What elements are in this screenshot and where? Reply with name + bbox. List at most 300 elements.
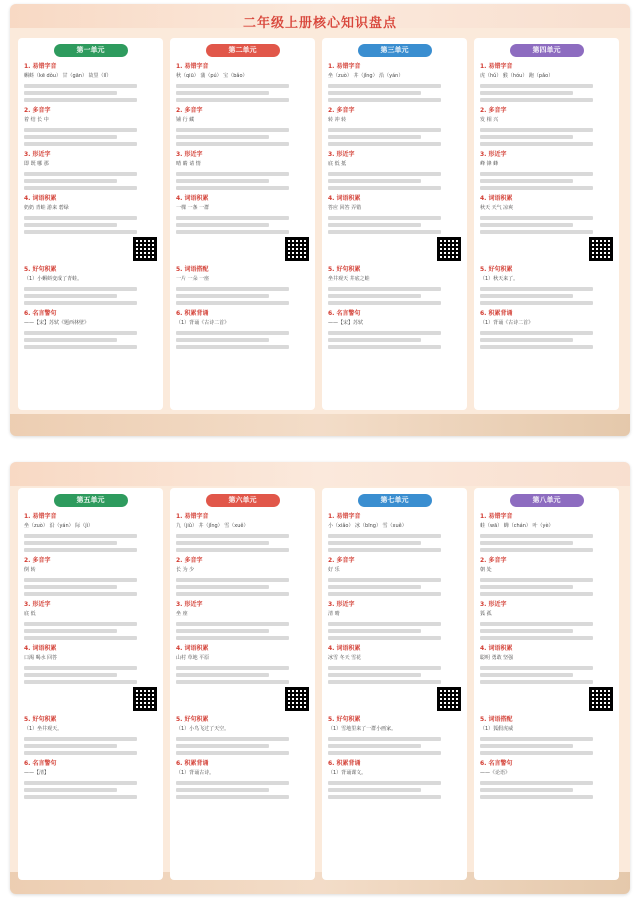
text-line-placeholder bbox=[176, 301, 289, 305]
unit-column bbox=[18, 38, 163, 410]
section-title: 5. 好句积累 bbox=[480, 266, 513, 273]
text-line-placeholder bbox=[176, 287, 289, 291]
text-line-placeholder bbox=[480, 142, 593, 146]
text-line-placeholder bbox=[24, 128, 137, 132]
text-line-placeholder bbox=[480, 548, 593, 552]
text-line-placeholder bbox=[176, 172, 289, 176]
section-title: 4. 词语积累 bbox=[480, 645, 513, 652]
section-text: （1）狐假虎威 bbox=[480, 726, 514, 732]
text-line-placeholder bbox=[24, 636, 137, 640]
text-line-placeholder bbox=[480, 179, 573, 183]
text-line-placeholder bbox=[24, 781, 137, 785]
qr-code-icon bbox=[133, 687, 157, 711]
section-text: （1）背诵《古诗二首》 bbox=[176, 320, 230, 326]
unit-header: 第四单元 bbox=[510, 44, 584, 57]
text-line-placeholder bbox=[328, 737, 441, 741]
text-line-placeholder bbox=[480, 294, 573, 298]
section-title: 2. 多音字 bbox=[176, 107, 203, 114]
text-line-placeholder bbox=[328, 585, 421, 589]
text-line-placeholder bbox=[176, 91, 269, 95]
text-line-placeholder bbox=[480, 795, 593, 799]
sheet-title: 二年级上册核心知识盘点 bbox=[242, 16, 397, 31]
section-title: 2. 多音字 bbox=[176, 557, 203, 564]
text-line-placeholder bbox=[328, 142, 441, 146]
section-title: 4. 词语积累 bbox=[24, 195, 57, 202]
text-line-placeholder bbox=[24, 795, 137, 799]
section bbox=[480, 61, 613, 102]
section bbox=[176, 193, 309, 261]
section bbox=[176, 511, 309, 552]
section-text: 即 既 哪 那 bbox=[24, 161, 49, 167]
section-text: 秋天 天气 凉爽 bbox=[480, 205, 514, 211]
section bbox=[480, 555, 613, 596]
text-line-placeholder bbox=[24, 534, 137, 538]
section bbox=[328, 643, 461, 711]
unit-header: 第八单元 bbox=[510, 494, 584, 507]
text-line-placeholder bbox=[24, 744, 117, 748]
text-line-placeholder bbox=[328, 216, 441, 220]
section-text: 冰雪 冬天 雪花 bbox=[328, 655, 362, 661]
section-text: 长 为 少 bbox=[176, 567, 195, 573]
grass-decoration bbox=[10, 414, 630, 436]
section-text: 坐 座 bbox=[176, 611, 188, 617]
text-line-placeholder bbox=[176, 98, 289, 102]
section-text: 蝌蚪（kē dǒu） 甘（gān） 故里（lǐ） bbox=[24, 73, 112, 79]
section bbox=[24, 714, 157, 755]
top-header-decoration bbox=[10, 462, 630, 486]
section-title: 5. 词语搭配 bbox=[480, 716, 513, 723]
section-text: （1）秋天来了。 bbox=[480, 276, 519, 282]
section bbox=[328, 149, 461, 190]
qr-code-icon bbox=[133, 237, 157, 261]
section-title: 3. 形近字 bbox=[24, 601, 51, 608]
section-title: 5. 好句积累 bbox=[24, 716, 57, 723]
section bbox=[24, 643, 157, 711]
section bbox=[328, 599, 461, 640]
text-line-placeholder bbox=[328, 541, 421, 545]
text-line-placeholder bbox=[480, 585, 573, 589]
section-title: 4. 词语积累 bbox=[176, 645, 209, 652]
text-line-placeholder bbox=[24, 345, 137, 349]
section bbox=[328, 555, 461, 596]
section-title: 6. 积累背诵 bbox=[328, 760, 361, 767]
text-line-placeholder bbox=[480, 186, 593, 190]
text-line-placeholder bbox=[480, 578, 593, 582]
text-line-placeholder bbox=[328, 294, 421, 298]
section-title: 4. 词语积累 bbox=[328, 645, 361, 652]
section bbox=[328, 714, 461, 755]
section-title: 5. 好句积累 bbox=[328, 266, 361, 273]
text-line-placeholder bbox=[176, 186, 289, 190]
text-line-placeholder bbox=[328, 795, 441, 799]
section-title: 6. 积累背诵 bbox=[480, 310, 513, 317]
section-text: 朝 处 bbox=[480, 567, 492, 573]
section-text: 转 冲 转 bbox=[328, 117, 347, 123]
text-line-placeholder bbox=[480, 216, 593, 220]
text-line-placeholder bbox=[328, 781, 441, 785]
section-text: 一棵 一条 一群 bbox=[176, 205, 210, 211]
section-text: 一片 一朵 一座 bbox=[176, 276, 210, 282]
section bbox=[328, 61, 461, 102]
section-text: 坐（zuò） 井（jǐng） 沿（yán） bbox=[328, 73, 404, 79]
text-line-placeholder bbox=[480, 788, 573, 792]
section bbox=[24, 149, 157, 190]
section-text: 虎（hǔ） 猴（hóu） 跑（pǎo） bbox=[480, 73, 554, 79]
section-text: 发 相 兴 bbox=[480, 117, 499, 123]
text-line-placeholder bbox=[176, 534, 289, 538]
text-line-placeholder bbox=[176, 216, 289, 220]
text-line-placeholder bbox=[24, 216, 137, 220]
section-text: （1）背诵古诗。 bbox=[176, 770, 215, 776]
section-title: 4. 词语积累 bbox=[176, 195, 209, 202]
section-title: 2. 多音字 bbox=[480, 557, 507, 564]
text-line-placeholder bbox=[176, 135, 269, 139]
text-line-placeholder bbox=[480, 331, 593, 335]
qr-code-icon bbox=[437, 237, 461, 261]
unit-header: 第三单元 bbox=[358, 44, 432, 57]
text-line-placeholder bbox=[328, 629, 421, 633]
text-line-placeholder bbox=[328, 128, 441, 132]
section bbox=[176, 555, 309, 596]
text-line-placeholder bbox=[480, 338, 573, 342]
unit-column bbox=[322, 38, 467, 410]
section-title: 1. 易错字音 bbox=[480, 63, 513, 70]
section bbox=[176, 149, 309, 190]
section-title: 4. 词语积累 bbox=[24, 645, 57, 652]
unit-column bbox=[474, 38, 619, 410]
section bbox=[328, 193, 461, 261]
section-title: 3. 形近字 bbox=[176, 151, 203, 158]
section-title: 3. 形近字 bbox=[480, 601, 507, 608]
section-title: 2. 多音字 bbox=[328, 107, 355, 114]
section-title: 1. 易错字音 bbox=[328, 63, 361, 70]
text-line-placeholder bbox=[176, 636, 289, 640]
unit-header: 第二单元 bbox=[206, 44, 280, 57]
qr-code-icon bbox=[589, 687, 613, 711]
text-line-placeholder bbox=[24, 223, 117, 227]
section bbox=[24, 61, 157, 102]
text-line-placeholder bbox=[24, 548, 137, 552]
text-line-placeholder bbox=[480, 287, 593, 291]
section-text: （1）坐井观天。 bbox=[24, 726, 63, 732]
text-line-placeholder bbox=[24, 788, 117, 792]
text-line-placeholder bbox=[480, 84, 593, 88]
text-line-placeholder bbox=[328, 135, 421, 139]
section-text: 九（jiǔ） 井（jǐng） 雪（xuě） bbox=[176, 523, 249, 529]
section-title: 5. 好句积累 bbox=[176, 716, 209, 723]
text-line-placeholder bbox=[328, 673, 421, 677]
section bbox=[480, 714, 613, 755]
text-line-placeholder bbox=[24, 91, 117, 95]
text-line-placeholder bbox=[24, 331, 137, 335]
section-text: 坐（zuò） 沿（yán） 际（jì） bbox=[24, 523, 94, 529]
text-line-placeholder bbox=[176, 230, 289, 234]
section-title: 2. 多音字 bbox=[24, 557, 51, 564]
text-line-placeholder bbox=[176, 331, 289, 335]
qr-code-icon bbox=[285, 687, 309, 711]
section-text: 答应 回答 弄错 bbox=[328, 205, 362, 211]
section-title: 1. 易错字音 bbox=[24, 63, 57, 70]
text-line-placeholder bbox=[480, 737, 593, 741]
text-line-placeholder bbox=[24, 629, 117, 633]
section-title: 3. 形近字 bbox=[176, 601, 203, 608]
text-line-placeholder bbox=[24, 680, 137, 684]
text-line-placeholder bbox=[176, 345, 289, 349]
text-line-placeholder bbox=[480, 673, 573, 677]
section-text: 底 低 抵 bbox=[328, 161, 347, 167]
section bbox=[480, 149, 613, 190]
top-sheet bbox=[10, 4, 630, 436]
text-line-placeholder bbox=[328, 345, 441, 349]
section bbox=[328, 105, 461, 146]
section-title: 2. 多音字 bbox=[480, 107, 507, 114]
text-line-placeholder bbox=[480, 636, 593, 640]
text-line-placeholder bbox=[176, 795, 289, 799]
section bbox=[480, 599, 613, 640]
section-text: ——【清】 bbox=[24, 770, 50, 776]
text-line-placeholder bbox=[176, 622, 289, 626]
section bbox=[176, 105, 309, 146]
text-line-placeholder bbox=[480, 98, 593, 102]
text-line-placeholder bbox=[328, 666, 441, 670]
section bbox=[24, 511, 157, 552]
text-line-placeholder bbox=[24, 541, 117, 545]
section bbox=[480, 105, 613, 146]
section-title: 2. 多音字 bbox=[328, 557, 355, 564]
text-line-placeholder bbox=[176, 744, 269, 748]
section-text: 倒 转 bbox=[24, 567, 36, 573]
text-line-placeholder bbox=[24, 578, 137, 582]
section-text: 坐井观天 井底之蛙 bbox=[328, 276, 370, 282]
text-line-placeholder bbox=[176, 578, 289, 582]
section bbox=[328, 308, 461, 349]
unit-column bbox=[170, 38, 315, 410]
text-line-placeholder bbox=[176, 666, 289, 670]
text-line-placeholder bbox=[24, 172, 137, 176]
text-line-placeholder bbox=[176, 541, 269, 545]
qr-code-icon bbox=[437, 687, 461, 711]
text-line-placeholder bbox=[24, 585, 117, 589]
section-text: 峰 锋 蜂 bbox=[480, 161, 499, 167]
section-text: 晴 睛 请 情 bbox=[176, 161, 201, 167]
section-title: 4. 词语积累 bbox=[480, 195, 513, 202]
text-line-placeholder bbox=[328, 230, 441, 234]
section-text: 好 乐 bbox=[328, 567, 340, 573]
text-line-placeholder bbox=[328, 578, 441, 582]
unit-header: 第七单元 bbox=[358, 494, 432, 507]
text-line-placeholder bbox=[176, 338, 269, 342]
section bbox=[176, 308, 309, 349]
unit-column bbox=[474, 488, 619, 880]
section-text: 山村 草地 平原 bbox=[176, 655, 210, 661]
section bbox=[24, 193, 157, 261]
text-line-placeholder bbox=[480, 534, 593, 538]
section bbox=[176, 758, 309, 799]
section-text: 秋（qiū） 蒲（pú） 宝（bǎo） bbox=[176, 73, 248, 79]
section-title: 6. 积累背诵 bbox=[176, 760, 209, 767]
text-line-placeholder bbox=[480, 541, 573, 545]
qr-code-icon bbox=[285, 237, 309, 261]
section-title: 1. 易错字音 bbox=[176, 513, 209, 520]
section-text: （1）背诵《古诗二首》 bbox=[480, 320, 534, 326]
section bbox=[176, 264, 309, 305]
text-line-placeholder bbox=[176, 223, 269, 227]
unit-header: 第六单元 bbox=[206, 494, 280, 507]
text-line-placeholder bbox=[328, 179, 421, 183]
section-title: 3. 形近字 bbox=[24, 151, 51, 158]
section-text: （1）雪地里来了一群小画家。 bbox=[328, 726, 397, 732]
text-line-placeholder bbox=[480, 345, 593, 349]
text-line-placeholder bbox=[176, 629, 269, 633]
section bbox=[480, 758, 613, 799]
section bbox=[24, 758, 157, 799]
text-line-placeholder bbox=[480, 592, 593, 596]
section-title: 3. 形近字 bbox=[328, 601, 355, 608]
text-line-placeholder bbox=[24, 338, 117, 342]
text-line-placeholder bbox=[24, 737, 137, 741]
section-title: 6. 名言警句 bbox=[24, 760, 57, 767]
section-text: 蛙（wā） 蝉（chán） 叶（yè） bbox=[480, 523, 554, 529]
section-title: 1. 易错字音 bbox=[480, 513, 513, 520]
text-line-placeholder bbox=[176, 673, 269, 677]
text-line-placeholder bbox=[480, 666, 593, 670]
text-line-placeholder bbox=[24, 287, 137, 291]
section-text: 聪明 勇敢 坚强 bbox=[480, 655, 514, 661]
section-text: 口渴 喝水 回答 bbox=[24, 655, 58, 661]
text-line-placeholder bbox=[176, 294, 269, 298]
text-line-placeholder bbox=[328, 287, 441, 291]
text-line-placeholder bbox=[480, 223, 573, 227]
text-line-placeholder bbox=[176, 84, 289, 88]
text-line-placeholder bbox=[480, 91, 573, 95]
section bbox=[24, 105, 157, 146]
text-line-placeholder bbox=[480, 135, 573, 139]
text-line-placeholder bbox=[480, 230, 593, 234]
section-text: 底 低 bbox=[24, 611, 36, 617]
section-text: （1）背诵课文。 bbox=[328, 770, 367, 776]
text-line-placeholder bbox=[176, 548, 289, 552]
text-line-placeholder bbox=[176, 788, 269, 792]
text-line-placeholder bbox=[328, 622, 441, 626]
section-text: ——【宋】苏轼 bbox=[328, 320, 364, 326]
section bbox=[480, 643, 613, 711]
text-line-placeholder bbox=[176, 128, 289, 132]
section-text: 狐 孤 bbox=[480, 611, 492, 617]
section bbox=[328, 758, 461, 799]
text-line-placeholder bbox=[328, 172, 441, 176]
section-text: ——【宋】苏轼《题西林壁》 bbox=[24, 320, 90, 326]
section-title: 4. 词语积累 bbox=[328, 195, 361, 202]
text-line-placeholder bbox=[328, 636, 441, 640]
section bbox=[480, 193, 613, 261]
text-line-placeholder bbox=[24, 179, 117, 183]
section-title: 2. 多音字 bbox=[24, 107, 51, 114]
section bbox=[176, 61, 309, 102]
section-title: 1. 易错字音 bbox=[328, 513, 361, 520]
text-line-placeholder bbox=[176, 179, 269, 183]
text-line-placeholder bbox=[328, 744, 421, 748]
section-text: （1）小鸟飞过了天空。 bbox=[176, 726, 230, 732]
text-line-placeholder bbox=[328, 98, 441, 102]
text-line-placeholder bbox=[176, 142, 289, 146]
text-line-placeholder bbox=[176, 680, 289, 684]
section-text: 小（xiǎo） 冰（bīng） 雪（xuě） bbox=[328, 523, 407, 529]
text-line-placeholder bbox=[328, 592, 441, 596]
text-line-placeholder bbox=[328, 338, 421, 342]
section bbox=[480, 308, 613, 349]
text-line-placeholder bbox=[328, 91, 421, 95]
text-line-placeholder bbox=[176, 585, 269, 589]
section-title: 5. 词语搭配 bbox=[176, 266, 209, 273]
section-text: （1）小蝌蚪变成了青蛙。 bbox=[24, 276, 83, 282]
text-line-placeholder bbox=[480, 622, 593, 626]
text-line-placeholder bbox=[176, 751, 289, 755]
section bbox=[176, 643, 309, 711]
text-line-placeholder bbox=[480, 128, 593, 132]
section bbox=[24, 308, 157, 349]
section-text: 铺 行 藏 bbox=[176, 117, 195, 123]
text-line-placeholder bbox=[176, 737, 289, 741]
section bbox=[176, 599, 309, 640]
text-line-placeholder bbox=[328, 680, 441, 684]
text-line-placeholder bbox=[176, 592, 289, 596]
text-line-placeholder bbox=[24, 666, 137, 670]
section bbox=[328, 264, 461, 305]
text-line-placeholder bbox=[24, 186, 137, 190]
section bbox=[480, 511, 613, 552]
section bbox=[24, 555, 157, 596]
text-line-placeholder bbox=[24, 301, 137, 305]
qr-code-icon bbox=[589, 237, 613, 261]
bottom-sheet bbox=[10, 462, 630, 894]
text-line-placeholder bbox=[480, 301, 593, 305]
section-title: 5. 好句积累 bbox=[24, 266, 57, 273]
text-line-placeholder bbox=[24, 622, 137, 626]
text-line-placeholder bbox=[328, 331, 441, 335]
section-title: 6. 积累背诵 bbox=[176, 310, 209, 317]
section bbox=[176, 714, 309, 755]
text-line-placeholder bbox=[328, 751, 441, 755]
text-line-placeholder bbox=[24, 135, 117, 139]
text-line-placeholder bbox=[24, 751, 137, 755]
section-text: ——《论语》 bbox=[480, 770, 511, 776]
unit-header: 第一单元 bbox=[54, 44, 128, 57]
text-line-placeholder bbox=[24, 142, 137, 146]
text-line-placeholder bbox=[24, 84, 137, 88]
section-title: 6. 名言警句 bbox=[24, 310, 57, 317]
text-line-placeholder bbox=[328, 548, 441, 552]
section-text: 着 结 长 中 bbox=[24, 117, 49, 123]
text-line-placeholder bbox=[480, 680, 593, 684]
section bbox=[480, 264, 613, 305]
text-line-placeholder bbox=[24, 673, 117, 677]
section bbox=[24, 264, 157, 305]
text-line-placeholder bbox=[24, 592, 137, 596]
unit-header: 第五单元 bbox=[54, 494, 128, 507]
text-line-placeholder bbox=[328, 534, 441, 538]
unit-column bbox=[322, 488, 467, 880]
text-line-placeholder bbox=[328, 186, 441, 190]
section-text: 清 晴 bbox=[328, 611, 340, 617]
text-line-placeholder bbox=[480, 744, 573, 748]
text-line-placeholder bbox=[328, 788, 421, 792]
text-line-placeholder bbox=[24, 294, 117, 298]
section-title: 6. 名言警句 bbox=[328, 310, 361, 317]
text-line-placeholder bbox=[328, 223, 421, 227]
section-text: 奶奶 青蛙 游来 碧绿 bbox=[24, 205, 69, 211]
section-title: 1. 易错字音 bbox=[176, 63, 209, 70]
section-title: 5. 好句积累 bbox=[328, 716, 361, 723]
